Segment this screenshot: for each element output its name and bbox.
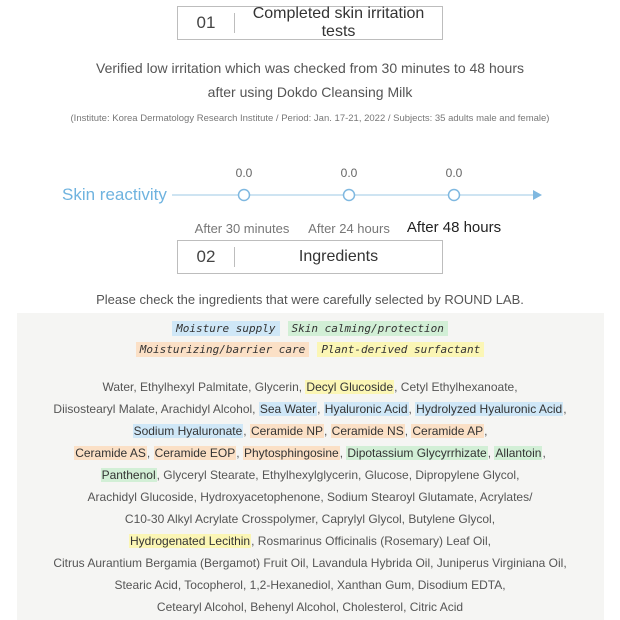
section-1-header [177,6,443,40]
timeline-point-48h [449,190,460,201]
ingredient-line-3 [0,423,620,439]
ingredient-allantoin: Allantoin [495,446,542,460]
ingredient-text: Diisostearyl Malate, Arachidyl Alcohol, [53,402,259,416]
ingredient-ceramide-ns: Ceramide NS [331,424,404,438]
timeline-time-24h: After 24 hours [308,221,390,236]
timeline-value-48h: 0.0 [445,166,463,180]
ingredient-separator: , [236,446,243,460]
ingredient-line-6: Arachidyl Glucoside, Hydroxyacetophenone, Sodium Stearoyl Glutamate, Acrylates/ [87,490,533,504]
ingredient-line-1 [0,379,620,395]
section-1-title: Completed skin irritation tests [252,5,425,40]
test-description-line-1: Verified low irritation which was checked from 30 minutes to 48 hours [96,60,524,76]
ingredient-dipotassium-glycyrrhizate: Dipotassium Glycyrrhizate [347,446,487,460]
ingredient-line-2 [0,401,620,417]
ingredient-sea-water: Sea Water [259,402,317,416]
ingredient-line-11: Cetearyl Alcohol, Behenyl Alcohol, Cholesterol, Citric Acid [156,600,464,614]
section-2-header [177,240,443,274]
ingredient-line-9: Citrus Aurantium Bergamia (Bergamot) Fruit Oil, Lavandula Hybrida Oil, Juniperus Virginiana Oil, [53,556,567,570]
section-2-title: Ingredients [298,248,379,265]
timeline-value-30min: 0.0 [235,166,253,180]
legend-moisture-supply: Moisture supply [172,321,279,336]
ingredient-hydrolyzed-hyaluronic-acid: Hydrolyzed Hyaluronic Acid [416,402,563,416]
ingredient-line-10: Stearic Acid, Tocopherol, 1,2-Hexanediol, Xanthan Gum, Disodium EDTA, [114,578,506,592]
legend-skin-calming: Skin calming/protection [288,321,448,336]
ingredient-separator: , [542,446,546,460]
ingredient-ceramide-np: Ceramide NP [250,424,323,438]
ingredient-ceramide-eop: Ceramide EOP [154,446,236,460]
ingredient-separator: , [487,446,495,460]
section-2-number: 02 [178,247,235,267]
ingredient-line-8 [0,533,620,549]
test-description-line-2: after using Dokdo Cleansing Milk [207,84,413,100]
ingredient-separator: , [563,402,567,416]
legend-row-1 [0,321,620,336]
timeline-label: Skin reactivity [62,185,167,204]
timeline-arrow-icon [533,190,542,200]
ingredient-decyl-glucoside: Decyl Glucoside [306,380,394,394]
ingredient-sodium-hyaluronate: Sodium Hyaluronate [133,424,243,438]
ingredient-ceramide-as: Ceramide AS [75,446,146,460]
ingredient-separator: , [404,424,412,438]
timeline-point-30min [239,190,250,201]
section-1-number: 01 [178,13,235,33]
ingredient-separator: , [317,402,324,416]
ingredient-text: , Rosmarinus Officinalis (Rosemary) Leaf Oil, [251,534,491,548]
ingredient-text: , Glyceryl Stearate, Ethylhexylglycerin, Glucose, Dipropylene Glycol, [156,468,520,482]
ingredient-separator: , [408,402,416,416]
ingredient-ceramide-ap: Ceramide AP [412,424,484,438]
ingredient-separator: , [146,446,154,460]
ingredient-separator: , [339,446,347,460]
legend-plant-surfactant: Plant-derived surfactant [317,342,484,357]
ingredient-hydrogenated-lecithin: Hydrogenated Lecithin [130,534,251,548]
timeline-time-30min: After 30 minutes [194,221,290,236]
ingredient-line-5 [0,467,620,483]
ingredient-separator: , [484,424,488,438]
ingredient-separator: , [243,424,250,438]
ingredients-description: Please check the ingredients that were carefully selected by ROUND LAB. [96,292,524,307]
ingredient-phytosphingosine: Phytosphingosine [243,446,339,460]
timeline-time-48h: After 48 hours [406,219,502,236]
ingredient-line-4 [0,445,620,461]
ingredient-panthenol: Panthenol [101,468,156,482]
ingredient-text: Water, Ethylhexyl Palmitate, Glycerin, [102,380,306,394]
legend-row-2 [0,342,620,357]
timeline-point-24h [344,190,355,201]
test-note: (Institute: Korea Dermatology Research Institute / Period: Jan. 17-21, 2022 / Subjects: 35 adults male and female) [70,113,550,124]
timeline-value-24h: 0.0 [340,166,358,180]
ingredient-line-7: C10-30 Alkyl Acrylate Crosspolymer, Caprylyl Glycol, Butylene Glycol, [124,512,496,526]
ingredient-hyaluronic-acid: Hyaluronic Acid [324,402,408,416]
legend-barrier-care: Moisturizing/barrier care [136,342,310,357]
ingredient-text: , Cetyl Ethylhexanoate, [394,380,518,394]
ingredient-separator: , [324,424,331,438]
